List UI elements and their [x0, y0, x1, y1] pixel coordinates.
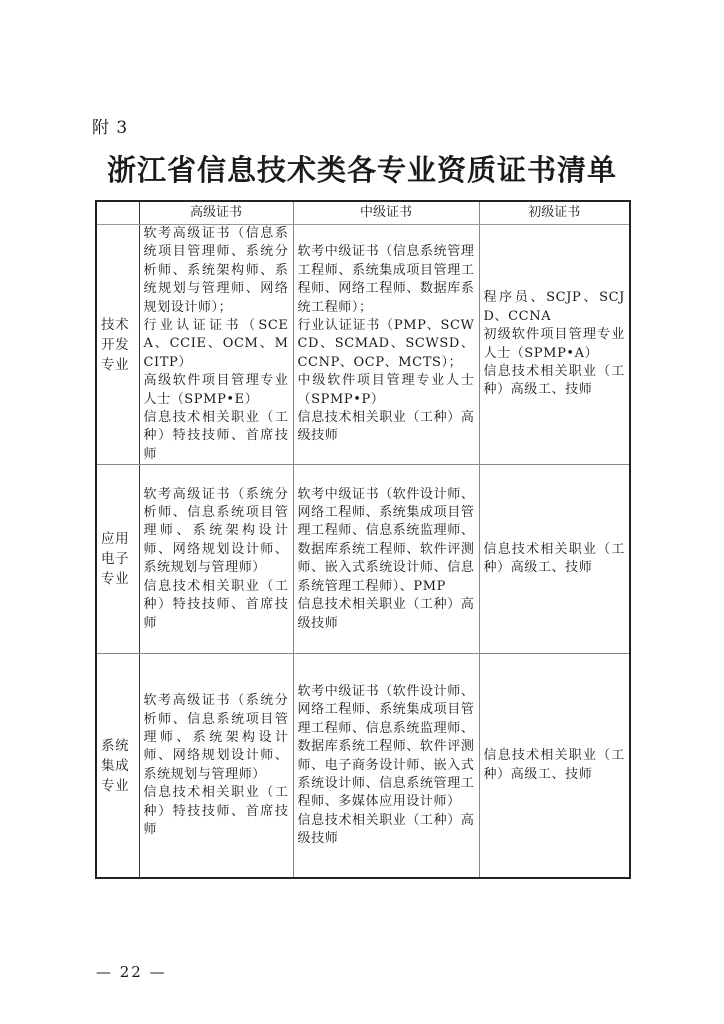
cert-entry: 行业认证证书（PMP、SCWCD、SCMAD、SCWSD、CCNP、OCP、MCTS）； — [297, 318, 475, 370]
header-senior: 高级证书 — [139, 201, 293, 225]
cert-entry: 信息技术相关职业（工种）高级技师 — [297, 597, 475, 631]
major-cell — [96, 225, 139, 465]
intermediate-cert-cell — [293, 654, 479, 879]
major-label-line: 系统 — [101, 737, 130, 754]
cert-entry: 信息技术相关职业（工种）特技技师、首席技师 — [143, 578, 289, 631]
cert-entry: 软考高级证书（系统分析师、信息系统项目管理师、系统架构设计师、网络规划设计师、系统规划与管理师） — [143, 693, 289, 782]
major-label-line: 专业 — [101, 356, 130, 373]
cert-entry: 软考中级证书（软件设计师、网络工程师、系统集成项目管理工程师、信息系统监理师、数据库系统工程师、软件评测师、嵌入式系统设计师、信息系统管理工程师）、PMP — [297, 486, 475, 594]
cert-entry: 软考中级证书（信息系统管理工程师、系统集成项目管理工程师、网络工程师、数据库系统工程师）； — [297, 244, 475, 315]
senior-cert-cell — [139, 654, 293, 879]
cert-entry: 信息技术相关职业（工种）高级技师 — [297, 812, 475, 847]
cert-entry: 软考高级证书（信息系统项目管理师、系统分析师、系统架构师、系统规划与管理师、网络规划设计师）； — [143, 226, 289, 315]
header-major — [96, 201, 139, 225]
table-header-row — [96, 201, 630, 225]
cert-entry: 软考中级证书（软件设计师、网络工程师、系统集成项目管理工程师、信息系统监理师、数据库系统工程师、软件评测师、电子商务设计师、嵌入式系统设计师、信息系统管理工程师、多媒体应用设计师） — [297, 683, 475, 810]
senior-cert-cell — [139, 225, 293, 465]
cert-entry: 中级软件项目管理专业人士（SPMP•P） — [297, 373, 475, 407]
major-label-line: 专业 — [101, 571, 130, 588]
attachment-label: 附 3 — [92, 118, 129, 138]
major-label-line: 应用 — [101, 531, 130, 548]
senior-cert-cell — [139, 465, 293, 654]
major-label-line: 技术 — [101, 316, 130, 333]
cert-entry: 信息技术相关职业（工种）高级技师 — [297, 410, 475, 444]
header-intermediate: 中级证书 — [293, 201, 479, 225]
major-label-line: 开发 — [101, 336, 130, 353]
cert-entry: 信息技术相关职业（工种）特技技师、首席技师 — [143, 785, 289, 837]
table-row — [96, 654, 630, 879]
major-label-line: 电子 — [101, 551, 130, 568]
cert-entry: 初级软件项目管理专业人士（SPMP•A） — [483, 327, 625, 361]
cert-entry: 信息技术相关职业（工种）高级工、技师 — [483, 364, 625, 398]
header-junior: 初级证书 — [479, 201, 630, 225]
certificate-table — [95, 200, 631, 879]
major-cell — [96, 654, 139, 879]
document-title: 浙江省信息技术类各专业资质证书清单 — [106, 153, 617, 187]
table-row — [96, 225, 630, 465]
intermediate-cert-cell — [293, 225, 479, 465]
junior-cert-cell — [479, 654, 630, 879]
major-label-line: 专业 — [101, 777, 130, 794]
cert-entry: 软考高级证书（系统分析师、信息系统项目管理师、系统架构设计师、网络规划设计师、系统规划与管理师） — [143, 486, 289, 576]
major-label-line: 集成 — [101, 757, 130, 774]
page-number: — 22 — — [96, 963, 167, 981]
intermediate-cert-cell — [293, 465, 479, 654]
cert-entry: 程序员、SCJP、SCJD、CCNA — [483, 290, 625, 324]
junior-cert-cell — [479, 465, 630, 654]
cert-entry: 信息技术相关职业（工种）特技技师、首席技师 — [143, 410, 289, 462]
cert-entry: 信息技术相关职业（工种）高级工、技师 — [483, 541, 625, 576]
junior-cert-cell — [479, 225, 630, 465]
table-row — [96, 465, 630, 654]
cert-entry: 信息技术相关职业（工种）高级工、技师 — [483, 748, 625, 782]
major-cell — [96, 465, 139, 654]
cert-entry: 行业认证证书（SCEA、CCIE、OCM、MCITP） — [143, 318, 289, 370]
cert-entry: 高级软件项目管理专业人士（SPMP•E） — [143, 373, 289, 407]
